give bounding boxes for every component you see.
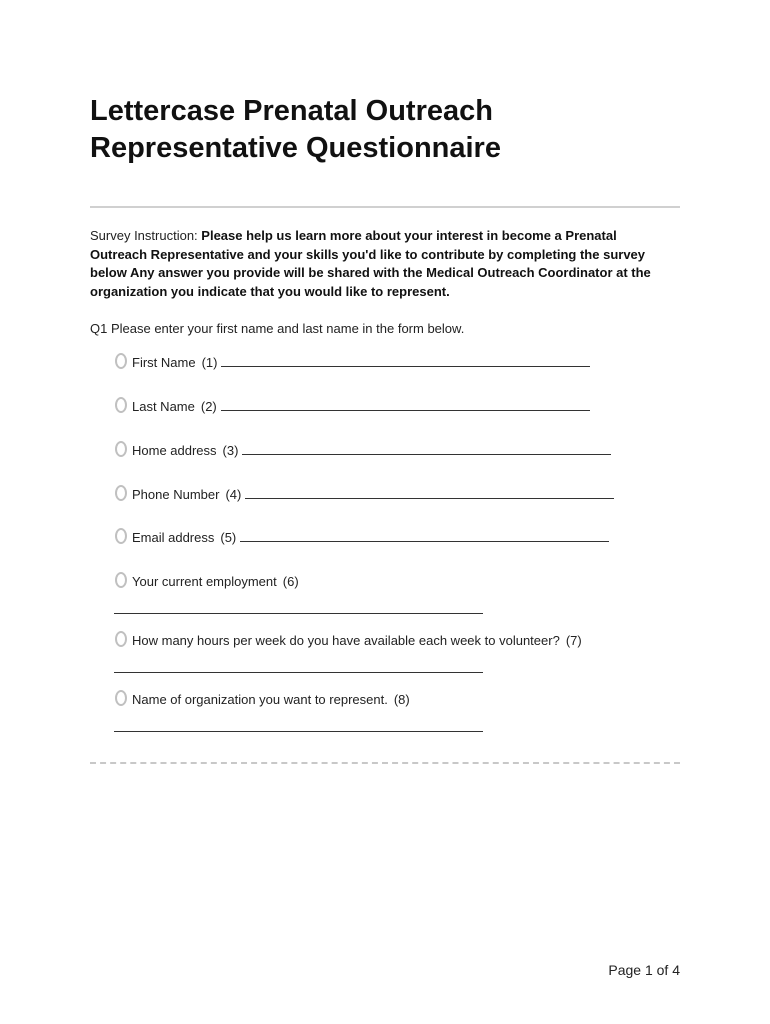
option-phone-number[interactable]	[113, 485, 614, 504]
option-home-address[interactable]	[113, 441, 611, 460]
radio-circle-icon[interactable]	[115, 485, 127, 501]
title-divider	[90, 206, 680, 208]
option-current-employment[interactable]	[113, 572, 299, 591]
radio-circle-icon[interactable]	[115, 353, 127, 369]
option-label: Your current employment	[132, 574, 277, 589]
option-number: (4)	[225, 487, 242, 502]
instruction-text: Please help us learn more about your interest in become a Prenatal Outreach Representative and your skills you'd like to contribute by completing the survey below Any answer you provide will be shared with the Medical Outreach Coordinator at the organization you indicate that you would like to represent.	[90, 228, 651, 299]
option-label: First Name	[132, 355, 196, 370]
option-number: (7)	[565, 633, 582, 648]
first-name-field[interactable]	[221, 355, 590, 367]
page-break-divider	[90, 762, 680, 764]
option-number: (1)	[201, 355, 218, 370]
option-number: (3)	[222, 443, 239, 458]
current-employment-field[interactable]	[114, 613, 483, 614]
home-address-field[interactable]	[242, 443, 611, 455]
title-line-2: Representative Questionnaire	[90, 132, 501, 164]
option-label: Last Name	[132, 399, 195, 414]
instruction-label: Survey Instruction:	[90, 228, 202, 243]
radio-circle-icon[interactable]	[115, 528, 127, 544]
option-label: Phone Number	[132, 487, 220, 502]
option-organization-name[interactable]	[113, 690, 410, 709]
organization-name-field[interactable]	[114, 731, 483, 732]
option-label: How many hours per week do you have available each week to volunteer?	[132, 633, 560, 648]
option-label: Email address	[132, 530, 215, 545]
option-label: Home address	[132, 443, 217, 458]
radio-circle-icon[interactable]	[115, 631, 127, 647]
option-number: (2)	[200, 399, 217, 414]
option-number: (5)	[220, 530, 237, 545]
radio-circle-icon[interactable]	[115, 397, 127, 413]
option-hours-per-week[interactable]	[113, 631, 582, 650]
option-label: Name of organization you want to represent.	[132, 692, 388, 707]
option-number: (6)	[282, 574, 299, 589]
option-number: (8)	[393, 692, 410, 707]
option-last-name[interactable]	[113, 397, 590, 416]
radio-circle-icon[interactable]	[115, 441, 127, 457]
page-number: Page 1 of 4	[608, 962, 680, 978]
question-1-text: Q1 Please enter your first name and last name in the form below.	[90, 321, 465, 336]
option-email-address[interactable]	[113, 528, 609, 547]
last-name-field[interactable]	[221, 399, 590, 411]
radio-circle-icon[interactable]	[115, 572, 127, 588]
title-line-1: Lettercase Prenatal Outreach	[90, 95, 493, 127]
radio-circle-icon[interactable]	[115, 690, 127, 706]
page-title	[90, 93, 690, 167]
email-address-field[interactable]	[240, 530, 609, 542]
survey-instruction	[90, 227, 665, 301]
phone-number-field[interactable]	[245, 487, 614, 499]
hours-per-week-field[interactable]	[114, 672, 483, 673]
option-first-name[interactable]	[113, 353, 590, 372]
